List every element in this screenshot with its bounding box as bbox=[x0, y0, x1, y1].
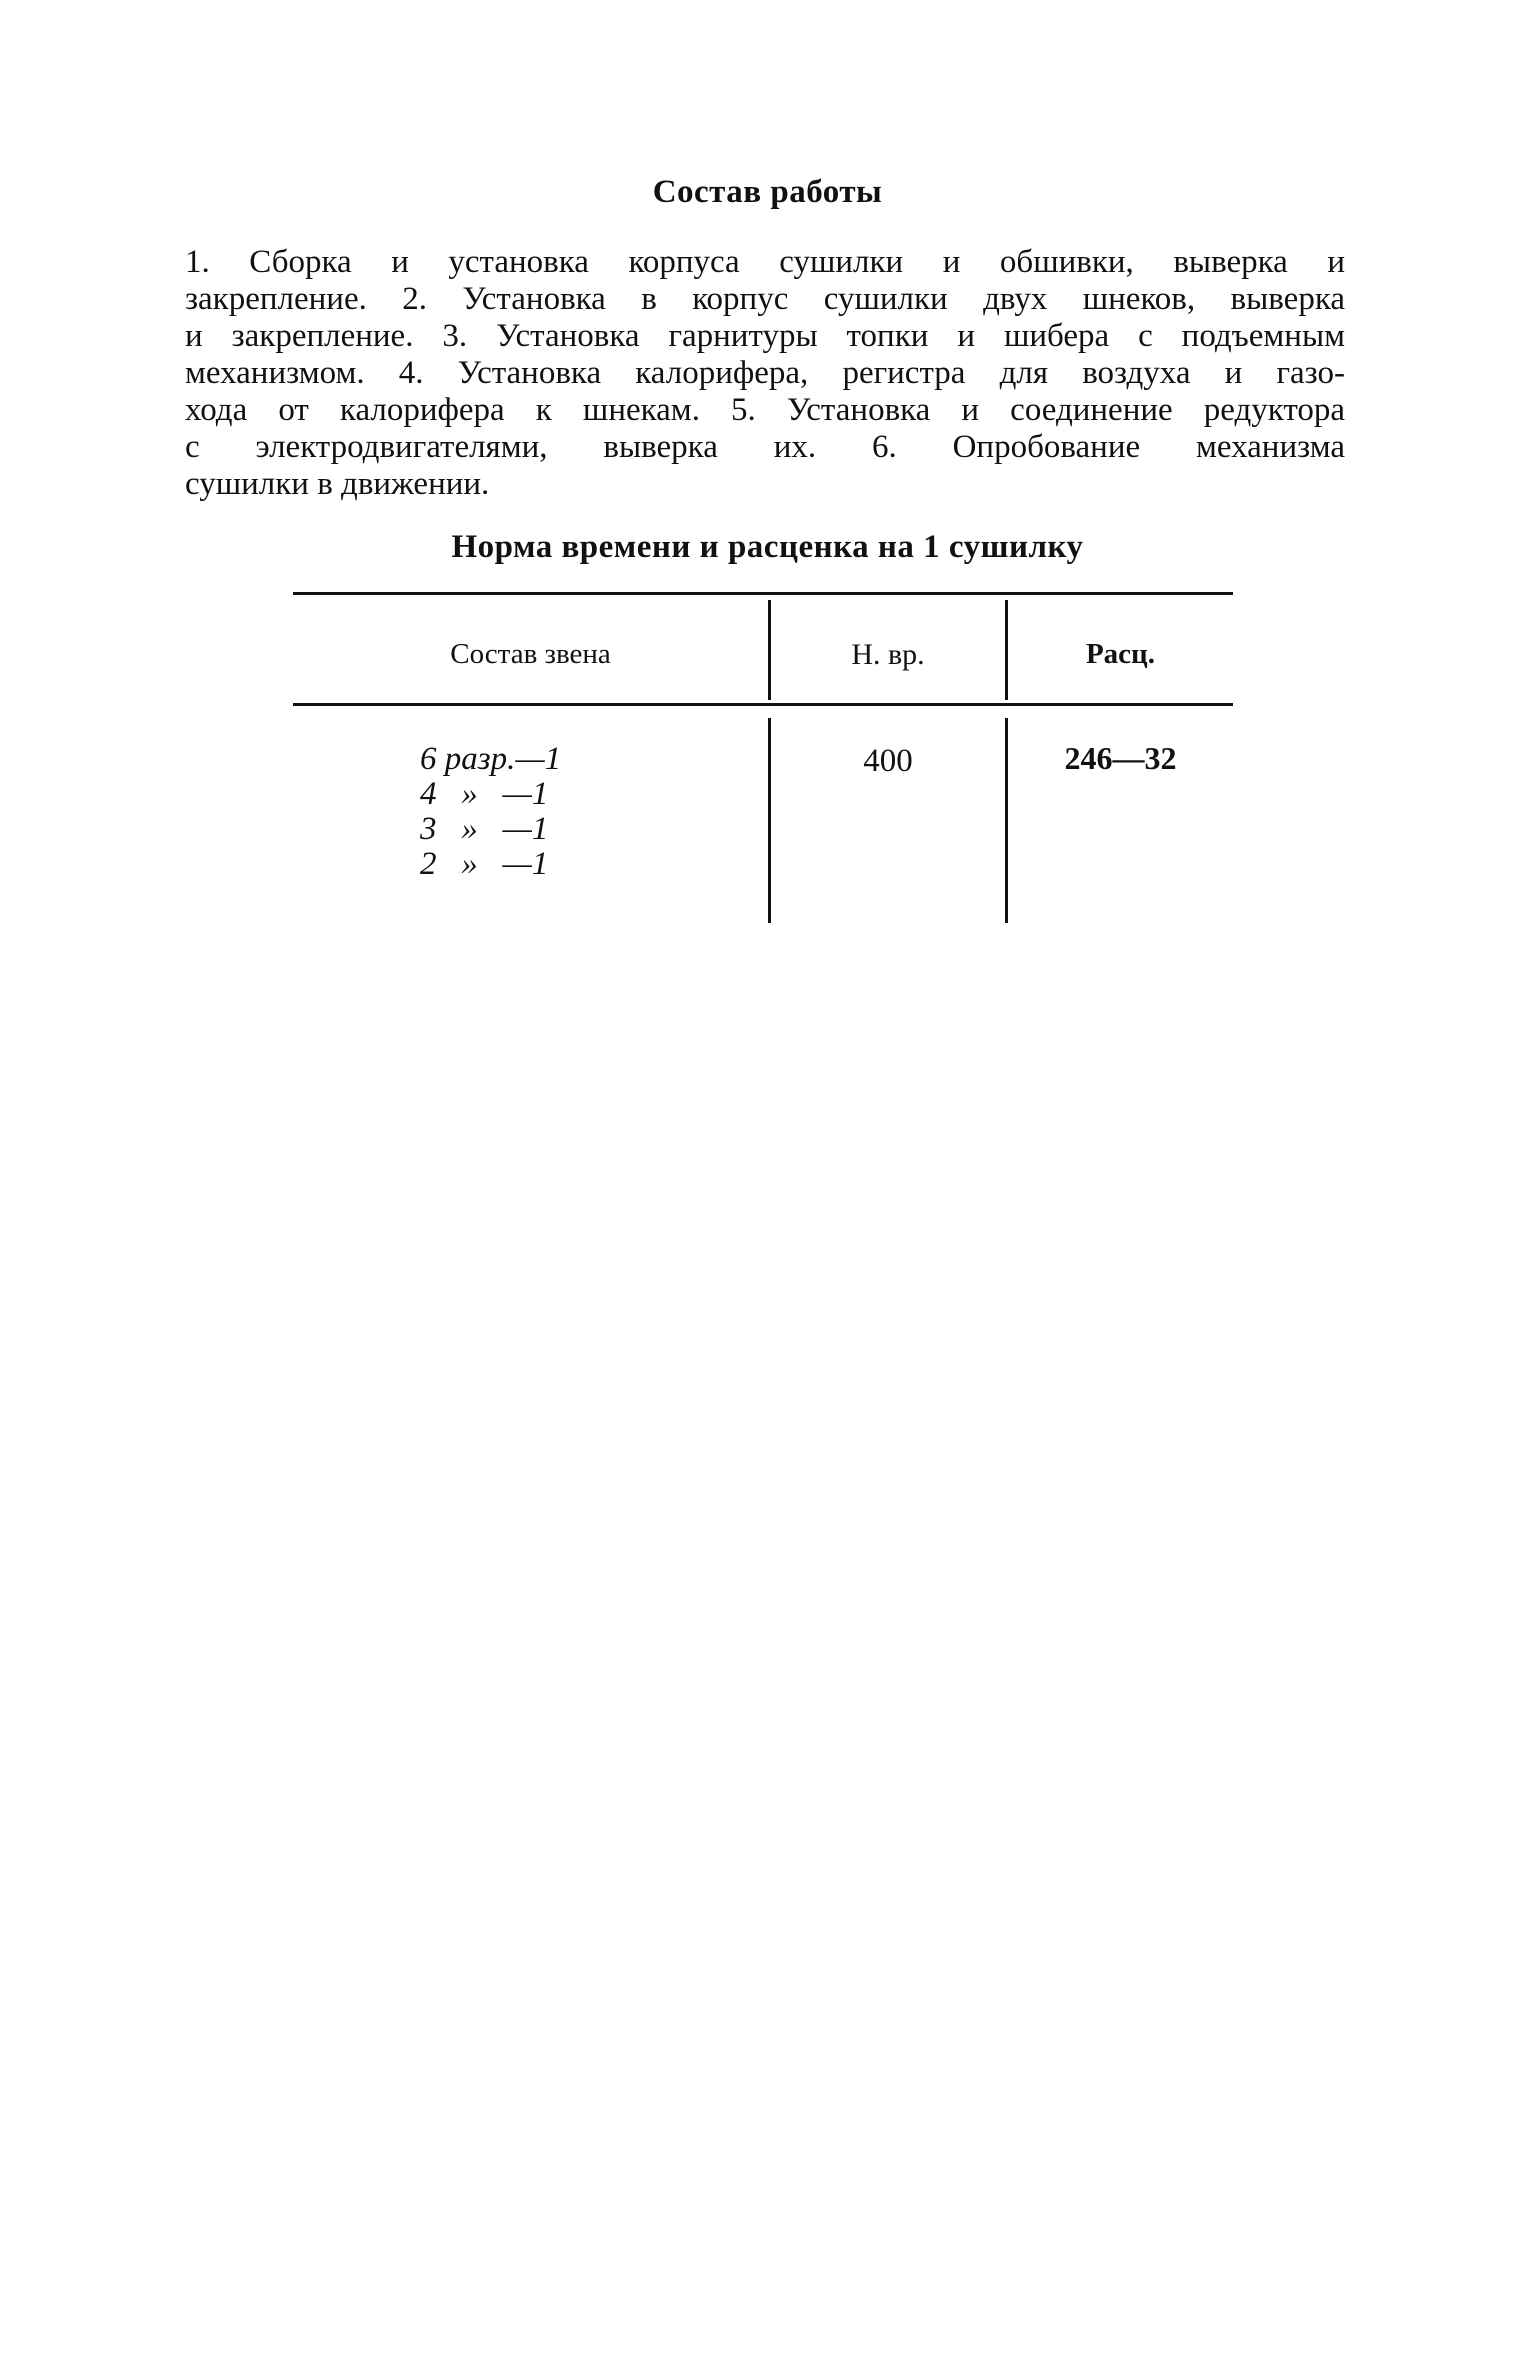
text-line: 1. Сборка и установка корпуса сушилки и обшивки, выверка и bbox=[185, 244, 1345, 280]
crew-item: 3 » —1 bbox=[420, 811, 549, 847]
work-composition-heading: Состав работы bbox=[652, 174, 883, 210]
crew-composition-list bbox=[420, 742, 561, 882]
time-norm-value: 400 bbox=[863, 743, 913, 779]
text-line: и закрепление. 3. Установка гарнитуры топки и шибера с подъемным bbox=[185, 318, 1345, 354]
text-line: сушилки в движении. bbox=[185, 466, 490, 502]
text-line: хода от калорифера к шнекам. 5. Установка и соединение редуктора bbox=[185, 392, 1345, 428]
text-line: с электродвигателями, выверка их. 6. Опробование механизма bbox=[185, 429, 1345, 465]
work-composition-text bbox=[185, 244, 1345, 503]
table-top-rule bbox=[293, 592, 1233, 595]
header-crew: Состав звена bbox=[450, 638, 611, 670]
norm-heading: Норма времени и расценка на 1 сушилку bbox=[451, 529, 1084, 565]
crew-item: 2 » —1 bbox=[420, 846, 549, 882]
header-time: Н. вр. bbox=[851, 638, 925, 671]
text-line: механизмом. 4. Установка калорифера, регистра для воздуха и газо- bbox=[185, 355, 1345, 391]
crew-item: 4 » —1 bbox=[420, 776, 549, 812]
rate-value: 246—32 bbox=[1064, 740, 1177, 776]
header-rate: Расц. bbox=[1085, 638, 1156, 670]
text-line: закрепление. 2. Установка в корпус сушилки двух шнеков, выверка bbox=[185, 281, 1345, 317]
crew-item: 6 разр.—1 bbox=[420, 741, 562, 777]
table-header-rule bbox=[293, 703, 1233, 706]
